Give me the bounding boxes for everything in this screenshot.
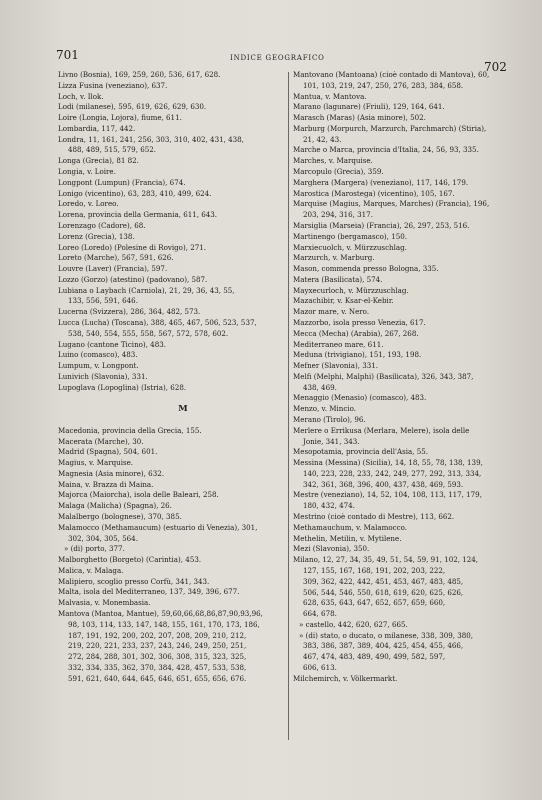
index-entry: Lucerna (Svizzera), 286, 364, 482, 573. (58, 307, 201, 317)
index-entry: Macerata (Marche), 30. (58, 436, 144, 446)
index-entry: Milano, 12, 27, 34, 35, 49, 51, 54, 59, 91, 102, 124, (293, 555, 479, 565)
section-letter-heading: M (178, 404, 188, 415)
index-entry: Lorenzago (Cadore), 68. (58, 220, 146, 230)
index-entry: Lupoglava (Lopoglina) (Istria), 628. (58, 382, 187, 392)
index-entry: Maina, v. Brazza di Maina. (58, 479, 154, 489)
index-entry: Malta, isola del Mediterraneo, 137, 349, 396, 677. (58, 587, 240, 597)
index-entry-continuation: 488, 489, 515, 579, 652. (68, 145, 156, 155)
index-entry-continuation: 187, 191, 192, 200, 202, 207, 208, 209, 210, 212, (68, 630, 247, 640)
index-entry-continuation: 309, 362, 422, 442, 451, 453, 467, 483, 485, (303, 576, 464, 586)
index-entry: Marasch (Maras) (Asia minore), 502. (293, 113, 426, 123)
index-entry: Loreto (Marche), 567, 591, 626. (58, 253, 174, 263)
index-entry-continuation: 591, 621, 640, 644, 645, 646, 651, 655, 656, 676. (68, 673, 247, 683)
index-entry-continuation: 628, 635, 643, 647, 652, 657, 659, 660, (303, 598, 446, 608)
index-entry: Marburg (Morpurch, Marzurch, Parchmarch) (Stiria), (293, 123, 487, 133)
index-entry: Mantova (Mantoa, Mantue), 59,60,66,68,86,87,90,93,96, (58, 609, 263, 619)
index-entry: Malaga (Malicha) (Spagna), 26. (58, 501, 172, 511)
section-spacer (58, 415, 288, 426)
index-entry-continuation: 538, 540, 554, 555, 558, 567, 572, 578, 602. (68, 328, 229, 338)
index-entry: Madrid (Spagna), 504, 601. (58, 447, 158, 457)
index-entry: Lucca (Lucha) (Toscana), 388, 465, 467, 506, 523, 537, (58, 317, 257, 327)
index-entry-continuation: 127, 155, 167, 168, 191, 202, 203, 222, (303, 565, 446, 575)
index-entry: Marche o Marca, provincia d'Italia, 24, 56, 93, 335. (293, 145, 479, 155)
index-entry-continuation: 506, 544, 546, 550, 618, 619, 620, 625, 626, (303, 587, 464, 597)
page-number-left: 701 (56, 48, 79, 62)
index-entry: Mefner (Slavonia), 331. (293, 361, 379, 371)
index-entry: Lodi (milanese), 595, 619, 626, 629, 630. (58, 102, 207, 112)
index-entry-continuation: 133, 556, 591, 646. (68, 296, 138, 306)
index-entry: Marsiglia (Marseia) (Francia), 26, 297, 253, 516. (293, 220, 470, 230)
index-entry-continuation: 101, 103, 219, 247, 250, 276, 283, 384, 658. (303, 80, 464, 90)
index-entry: Marano (lagunare) (Friuli), 129, 164, 641. (293, 102, 445, 112)
index-entry-continuation: 140, 223, 228, 233, 242, 249, 277, 292, 313, 334, (303, 468, 482, 478)
index-entry: Lugano (cantone Ticino), 483. (58, 339, 166, 349)
index-entry: Longa (Grecia), 81 82. (58, 156, 139, 166)
index-entry: Messina (Messina) (Sicilia), 14, 18, 55, 78, 138, 139, (293, 458, 483, 468)
index-entry: Martinengo (bergamasco), 150. (293, 231, 407, 241)
index-entry: Marostica (Marostega) (vicentino), 105, 167. (293, 188, 455, 198)
index-entry: Mesopotamia, provincia dell'Asia, 55. (293, 447, 429, 457)
index-entry: Malalbergo (bolognese), 370, 385. (58, 512, 182, 521)
index-entry: Livno (Bosnia), 169, 259, 260, 536, 617, 628. (58, 70, 221, 79)
index-entry: Meduna (trivigiano), 151, 193, 198. (293, 350, 422, 360)
index-entry-continuation: » (di) porto, 377. (64, 544, 125, 554)
index-entry: Lunivich (Slavonia), 331. (58, 371, 148, 381)
index-entry: Mestrino (cioè contado di Mestre), 113, 662. (293, 512, 455, 522)
index-entry-continuation: 606, 613. (303, 662, 337, 672)
index-entry: Majorca (Maiorcha), isola delle Baleari, 258. (58, 490, 219, 500)
index-entry-continuation: 180, 432, 474. (303, 501, 355, 511)
index-entry: Mazor mare, v. Nero. (293, 307, 370, 317)
index-entry: Mestre (veneziano), 14, 52, 104, 108, 113, 117, 179, (293, 490, 482, 500)
index-entry-continuation: 332, 334, 335, 362, 370, 384, 428, 457, 533, 538, (68, 662, 247, 672)
index-entry: Malica, v. Malaga. (58, 565, 124, 575)
index-entry: Longia, v. Loire. (58, 167, 116, 177)
index-entry: Loredo, v. Loreo. (58, 199, 119, 209)
index-entry: Marches, v. Marquise. (293, 156, 373, 166)
index-entry-continuation: 664, 678. (303, 609, 337, 619)
page-number-right: 702 (484, 60, 507, 74)
index-entry: Mecca (Mecha) (Arabia), 267, 268. (293, 328, 419, 338)
index-entry: Mantovano (Mantoana) (cioè contado di Mantova), 60, (293, 70, 490, 79)
index-entry: Malamocco (Methamaucum) (estuario di Venezia), 301, (58, 522, 258, 532)
index-entry: Lozzo (Gorzo) (atestino) (padovano), 587. (58, 274, 208, 284)
index-entry: Melfi (Melphi, Malphi) (Basilicata), 326, 343, 387, (293, 371, 474, 381)
index-entry: Magnesia (Asia minore), 632. (58, 468, 164, 478)
index-entry: Mediterraneo mare, 611. (293, 339, 384, 349)
index-entry: Lubiana o Laybach (Carniola), 21, 29, 36, 43, 55, (58, 285, 235, 295)
index-entry-continuation: » (di) stato, o ducato, o milanese, 338, 309, 380, (299, 630, 474, 640)
index-entry: Marcopulo (Grecia), 359. (293, 167, 384, 177)
index-entry: Menzo, v. Mincio. (293, 404, 356, 414)
index-entry-continuation: » castello, 442, 620, 627, 665. (299, 619, 408, 629)
index-entry: Longpont (Lumpun) (Francia), 674. (58, 177, 186, 187)
index-entry: Loch, v. Ilok. (58, 91, 104, 101)
index-entry: Magius, v. Marquise. (58, 458, 134, 468)
index-entry-continuation: 272, 284, 288, 301, 302, 306, 308, 315, 323, 325, (68, 652, 247, 662)
index-entry: Mayxecurloch, v. Mürzzuschlag. (293, 285, 409, 295)
index-entry: Marghera (Margera) (veneziano), 117, 146, 179. (293, 177, 469, 187)
right-index-column (293, 70, 515, 685)
index-entry: Malborghetto (Borgeto) (Carintia), 453. (58, 555, 202, 565)
index-entry-continuation: Jonie, 341, 343. (303, 436, 360, 446)
index-entry: Luino (comasco), 483. (58, 350, 138, 360)
index-entry: Milchemirch, v. Völkermarkt. (293, 673, 398, 683)
index-entry-continuation: 21, 42, 43. (303, 134, 342, 144)
index-entry: Mezi (Slavonia), 350. (293, 544, 370, 554)
index-entry: Mazzorbo, isola presso Venezia, 617. (293, 317, 426, 327)
index-entry-continuation: 219, 220, 221, 233, 237, 243, 246, 249, 250, 251, (68, 641, 247, 651)
index-entry-continuation: 383, 386, 387, 389, 404, 425, 454, 455, 466, (303, 641, 464, 651)
index-entry-continuation: 342, 361, 368, 396, 400, 437, 438, 469, 593. (303, 479, 464, 489)
index-entry: Londra, 11, 161, 241, 256, 303, 310, 402, 431, 438, (58, 134, 244, 144)
index-entry: Marzurch, v. Marburg. (293, 253, 375, 263)
index-entry-continuation: 302, 304, 305, 564. (68, 533, 138, 543)
index-entry: Methelin, Metilin, v. Mytilene. (293, 533, 402, 543)
running-title: INDICE GEOGRAFICO (230, 54, 325, 62)
index-entry: Loire (Longia, Lojora), fiume, 611. (58, 113, 182, 123)
section-spacer (58, 393, 288, 404)
index-entry: Marquise (Magius, Marques, Marches) (Francia), 196, (293, 199, 490, 209)
index-entry: Mason, commenda presso Bologna, 335. (293, 264, 439, 274)
index-entry: Methamauchum, v. Malamocco. (293, 522, 407, 532)
index-entry: Mazachibir, v. Ksar-el-Kebir. (293, 296, 394, 306)
index-entry: Lorena, provincia della Germania, 611, 643. (58, 210, 218, 220)
index-entry: Menaggio (Menasio) (comasco), 483. (293, 393, 427, 403)
index-entry: Merlere o Errikusa (Merlara, Melere), isola delle (293, 425, 470, 435)
index-entry: Malvasia, v. Monembasia. (58, 598, 151, 608)
index-entry: Lumpum, v. Longpont. (58, 361, 139, 371)
index-entry: Macedonia, provincia della Grecia, 155. (58, 425, 202, 435)
index-entry-continuation: 98, 103, 114, 133, 147, 148, 155, 161, 170, 173, 186, (68, 619, 260, 629)
index-entry: Louvre (Laver) (Francia), 597. (58, 264, 168, 274)
index-entry: Loreo (Loredo) (Polesine di Rovigo), 271. (58, 242, 207, 252)
index-entry: Merano (Tirolo), 96. (293, 415, 366, 424)
index-entry: Marxiecuolch, v. Mürzzuschlag. (293, 242, 407, 252)
index-entry: Lombardia, 117, 442. (58, 123, 136, 133)
index-entry: Malipiero, scoglio presso Corfù, 341, 343. (58, 576, 210, 586)
left-index-column (58, 70, 288, 685)
column-divider (288, 72, 289, 740)
index-entry: Lorenz (Grecia), 138. (58, 231, 135, 241)
index-entry-continuation: 467, 474, 483, 489, 490, 499, 582, 597, (303, 652, 446, 662)
index-entry: Lonigo (vicentino), 63, 283, 410, 499, 624. (58, 188, 212, 198)
index-entry: Mantua, v. Mantova. (293, 91, 367, 101)
index-entry: Matera (Basilicata), 574. (293, 274, 383, 284)
index-entry-continuation: 203, 294, 316, 317. (303, 210, 373, 220)
index-entry-continuation: 438, 469. (303, 382, 337, 392)
index-entry: Lizza Fusina (veneziano), 637. (58, 80, 168, 90)
